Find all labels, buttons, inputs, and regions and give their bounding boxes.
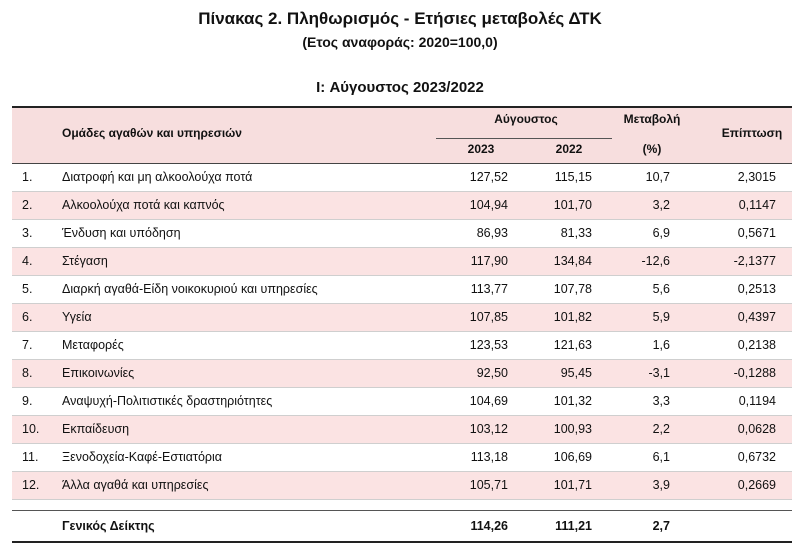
row-number: 11. [22,450,39,464]
row-value-2022: 95,45 [560,366,592,380]
row-number: 4. [22,254,33,268]
row-value-2023: 92,50 [476,366,508,380]
row-number: 5. [22,282,33,296]
row-change: 6,9 [652,226,670,240]
total-change: 2,7 [652,519,670,533]
row-impact: -0,1288 [733,366,776,380]
header-year-2022: 2022 [555,142,583,156]
row-number: 7. [22,338,33,352]
row-impact: 0,5671 [737,226,776,240]
table-row [12,416,792,444]
row-value-2023: 86,93 [476,226,508,240]
row-value-2023: 123,53 [469,338,508,352]
inflation-table [12,106,792,543]
row-impact: 0,1147 [738,198,776,212]
row-number: 9. [22,394,33,408]
row-category: Μεταφορές [62,338,124,352]
row-change: -12,6 [641,254,670,268]
row-impact: 0,2669 [737,478,776,492]
row-value-2023: 113,18 [470,450,508,464]
row-value-2022: 101,71 [553,478,592,492]
row-value-2023: 107,85 [469,310,508,324]
row-impact: 2,3015 [737,170,776,184]
table-row [12,332,792,360]
row-value-2022: 101,32 [553,394,592,408]
row-impact: 0,2513 [737,282,776,296]
header-year-2023: 2023 [467,142,495,156]
row-number: 3. [22,226,33,240]
row-change: 2,2 [652,422,670,436]
table-subtitle: (Ετος αναφοράς: 2020=100,0) [302,34,498,50]
table-row [12,360,792,388]
row-value-2022: 101,82 [553,310,592,324]
row-value-2022: 121,63 [553,338,592,352]
row-change: 5,9 [652,310,670,324]
row-impact: 0,2138 [737,338,776,352]
row-value-2023: 104,69 [469,394,508,408]
header-percent: (%) [642,142,662,156]
row-change: 6,1 [652,450,670,464]
header-change: Μεταβολή [623,112,681,126]
row-value-2023: 127,52 [469,170,508,184]
row-category: Διαρκή αγαθά-Είδη νοικοκυριού και υπηρεσίες [62,282,318,296]
table-row [12,472,792,500]
row-change: -3,1 [648,366,670,380]
row-number: 1. [22,170,33,184]
table-row [12,192,792,220]
table-title: Πίνακας 2. Πληθωρισμός - Ετήσιες μεταβολές ΔΤΚ [198,9,602,28]
header-divider [436,138,612,139]
row-change: 3,2 [652,198,670,212]
row-change: 10,7 [645,170,670,184]
section-title: I: Αύγουστος 2023/2022 [316,79,484,96]
row-impact: 0,0628 [737,422,776,436]
row-change: 3,3 [652,394,670,408]
row-value-2022: 115,15 [554,170,592,184]
row-value-2022: 100,93 [553,422,592,436]
row-category: Ξενοδοχεία-Καφέ-Εστιατόρια [62,450,223,464]
row-value-2022: 107,78 [553,282,592,296]
row-category: Επικοινωνίες [62,366,135,380]
row-impact: 0,6732 [737,450,776,464]
row-value-2023: 113,77 [470,282,508,296]
table-body [12,164,792,500]
row-value-2023: 103,12 [469,422,508,436]
table-row [12,388,792,416]
header-groups: Ομάδες αγαθών και υπηρεσιών [62,126,242,140]
row-value-2022: 134,84 [553,254,592,268]
table-row [12,276,792,304]
row-number: 10. [22,422,40,436]
row-category: Στέγαση [62,254,108,268]
row-category: Υγεία [62,310,92,324]
table-header [12,108,792,164]
table-row [12,248,792,276]
table-row [12,304,792,332]
table-row [12,220,792,248]
row-impact: -2,1377 [733,254,776,268]
row-impact: 0,1194 [738,394,776,408]
row-number: 2. [22,198,33,212]
row-impact: 0,4397 [737,310,776,324]
row-category: Αλκοολούχα ποτά και καπνός [62,198,225,212]
header-august: Αύγουστος [494,112,558,126]
row-value-2022: 81,33 [560,226,592,240]
row-category: Εκπαίδευση [62,422,130,436]
total-row [12,511,792,541]
total-2022: 111,21 [555,519,592,533]
total-label: Γενικός Δείκτης [62,519,155,533]
table-row [12,444,792,472]
table-row [12,164,792,192]
row-value-2022: 106,69 [553,450,592,464]
row-change: 1,6 [652,338,670,352]
total-2023: 114,26 [470,519,508,533]
row-value-2023: 105,71 [469,478,508,492]
row-change: 5,6 [652,282,670,296]
row-category: Ένδυση και υπόδηση [62,226,181,240]
row-value-2023: 117,90 [470,254,508,268]
row-value-2023: 104,94 [469,198,508,212]
row-change: 3,9 [652,478,670,492]
header-impact: Επίπτωση [721,126,783,140]
row-category: Αναψυχή-Πολιτιστικές δραστηριότητες [62,394,273,408]
row-number: 6. [22,310,33,324]
row-number: 12. [22,478,40,492]
table-spacer [12,500,792,511]
row-number: 8. [22,366,33,380]
row-category: Διατροφή και μη αλκοολούχα ποτά [62,170,253,184]
row-category: Άλλα αγαθά και υπηρεσίες [62,478,209,492]
row-value-2022: 101,70 [553,198,592,212]
